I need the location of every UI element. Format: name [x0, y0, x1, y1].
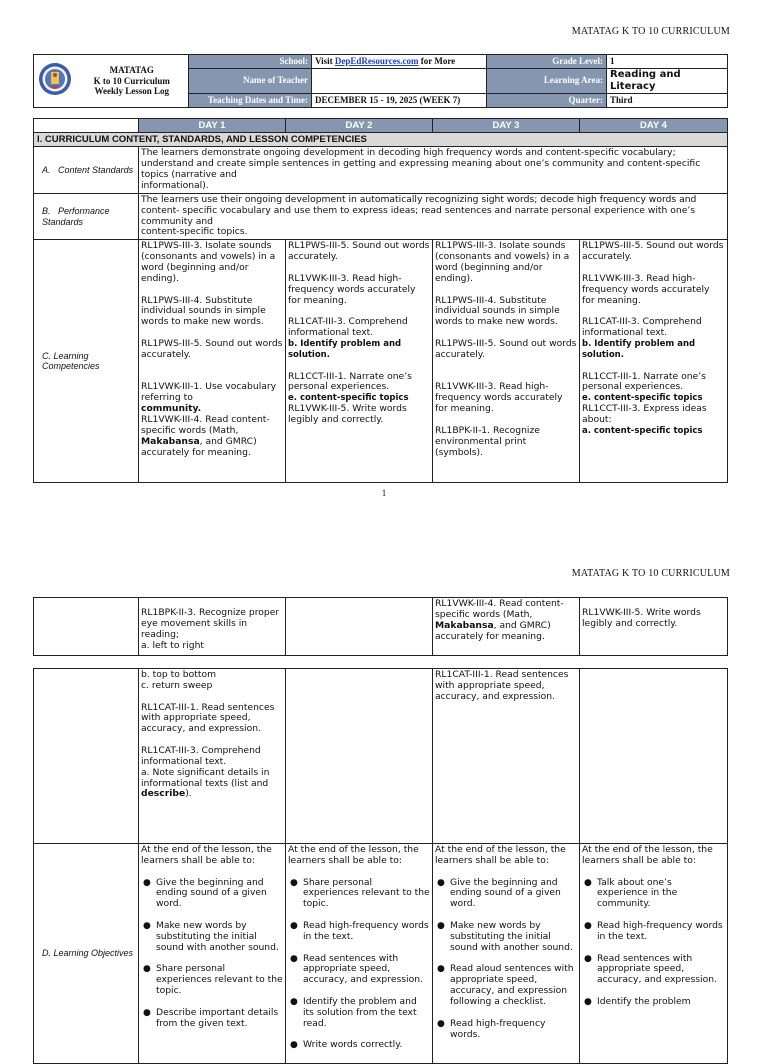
school-prefix: Visit: [315, 56, 335, 67]
page2-block1-day3: [433, 598, 580, 656]
competencies-day3: RL1PWS-III-3. Isolate sounds (consonants and vowels) in a word (beginning and/or ending). RL1PWS-III-4. Substitute individual sounds in simple words to make new words. RL1PWS-III-5. Sound out words accurately. RL1VWK-III-3. Read high-frequency words accurately for meaning. RL1BPK-II-1. Recognize environmental print (symbols).: [433, 240, 580, 483]
page2-block2-day4: [580, 669, 728, 844]
objective-item: ● Read high-frequency words.: [435, 1019, 577, 1041]
objective-item: ● Identify the problem and its solution from the text read.: [288, 997, 430, 1030]
page2-block2-day2: [286, 669, 433, 844]
running-head: MATATAG K TO 10 CURRICULUM: [571, 26, 730, 37]
objective-item: ● Identify the problem: [582, 997, 725, 1008]
dates-value: DECEMBER 15 - 19, 2025 (WEEK 7): [312, 93, 487, 107]
school-value: [312, 55, 487, 69]
objectives-day4: [580, 844, 728, 1064]
area-label: Learning Area:: [487, 69, 607, 94]
competencies-day1-part-b: RL1VWK-III-4. Read content- specific words (Math,: [141, 414, 270, 436]
objectives-intro: At the end of the lesson, the learners shall be able to:: [435, 844, 566, 866]
competencies-day4-part-a: RL1PWS-III-5. Sound out words accurately. RL1VWK-III-3. Read high-frequency words accurately for meaning. RL1CAT-III-3. Comprehend informational text.: [582, 240, 724, 339]
objective-item: ● Talk about one’s experience in the community.: [582, 878, 725, 911]
teacher-label: Name of Teacher: [189, 69, 312, 94]
day2-header: DAY 2: [286, 119, 433, 133]
competencies-day1-bold2: Makabansa: [141, 435, 200, 447]
title-line-1: MATATAG: [109, 65, 154, 76]
grade-value: 1: [607, 55, 728, 69]
competencies-day2-bold: b. Identify problem and solution.: [288, 339, 402, 360]
competencies-day2-part-c: RL1VWK-III-5. Write words legibly and correctly.: [288, 403, 407, 426]
quarter-value: Third: [607, 93, 728, 107]
day3-header: DAY 3: [433, 119, 580, 133]
depedresources-link[interactable]: DepEdResources.com: [334, 56, 419, 67]
objectives-label: [34, 844, 139, 1064]
objectives-letter: D.: [42, 948, 51, 959]
page2-block2-day1-part-b: ).: [185, 788, 192, 800]
objective-item: ● Make new words by substituting the initial sound with another sound.: [435, 921, 577, 954]
objective-item: ● Read aloud sentences with appropriate speed, accuracy, and expression following a checklist.: [435, 964, 577, 1007]
competencies-label-text: Learning Competencies: [42, 350, 100, 372]
page-number: 1: [381, 488, 387, 498]
competencies-day4-bold3: a. content-specific topics: [582, 425, 703, 436]
objective-item: ● Share personal experiences relevant to the topic.: [141, 964, 283, 997]
objectives-intro: At the end of the lesson, the learners shall be able to:: [288, 844, 419, 866]
lesson-table-page2-block2: [33, 668, 728, 1064]
page2-block2-day1-bold: describe: [141, 788, 186, 800]
performance-standards-text: The learners use their ongoing development in automatically recognizing sight words; decode high frequency words and content- specific vocabulary and use them to express ideas; read sentences and narrate personal experience with one’s community and content-specific topics.: [139, 193, 728, 239]
deped-seal: [34, 55, 76, 108]
competencies-day1-part-a: RL1PWS-III-3. Isolate sounds (consonants and vowels) in a word (beginning and/or ending). RL1PWS-III-4. Substitute individual sounds in simple words to make new words. RL1PWS-III-5. Sound out words accurately. RL1VWK-III-1. Use vocabulary referring to: [141, 240, 283, 404]
page2-block2-label: [34, 669, 139, 844]
objectives-day3: [433, 844, 580, 1064]
objective-item: ● Read sentences with appropriate speed, accuracy, and expression.: [288, 954, 430, 987]
competencies-day4-bold: b. Identify problem and solution.: [582, 339, 696, 360]
objective-item: ● Describe important details from the given text.: [141, 1008, 283, 1030]
page2-block1-day3-part-a: RL1VWK-III-4. Read content- specific words (Math,: [435, 598, 564, 620]
performance-standards-label: [34, 193, 139, 239]
competencies-day2-part-b: RL1CCT-III-1. Narrate one’s personal experiences.: [288, 370, 412, 393]
content-standards-letter: A.: [42, 164, 51, 175]
objectives-day2: [286, 844, 433, 1064]
page2-block1-day3-bold: Makabansa: [435, 619, 494, 631]
content-standards-label-text: Content Standards: [58, 164, 134, 175]
objectives-day3-list: [435, 867, 577, 1052]
objectives-label-text: Learning Objectives: [53, 948, 134, 959]
competencies-day1-bold: community.: [141, 403, 202, 415]
school-label: School:: [189, 55, 312, 69]
school-suffix: for More: [418, 56, 456, 67]
objective-item: ● Make new words by substituting the initial sound with another sound.: [141, 921, 283, 954]
page2-block1-label: [34, 598, 139, 656]
performance-standards-letter: B.: [42, 205, 51, 216]
objective-item: ● Read high-frequency words in the text.: [582, 921, 725, 943]
objective-item: ● Give the beginning and ending sound of a given word.: [141, 878, 283, 911]
objectives-intro: At the end of the lesson, the learners shall be able to:: [141, 844, 272, 866]
content-standards-text: The learners demonstrate ongoing development in decoding high frequency words and content-specific vocabulary; understand and create simple sentences in getting and expressing meaning about one’s community and content-specific topics (narrative and informational).: [139, 147, 728, 193]
title-line-2: K to 10 Curriculum: [93, 75, 170, 86]
deped-seal-icon: [38, 62, 72, 96]
day4-header: DAY 4: [580, 119, 728, 133]
competencies-day2-part-a: RL1PWS-III-5. Sound out words accurately. RL1VWK-III-3. Read high-frequency words accurately for meaning. RL1CAT-III-3. Comprehend informational text.: [288, 240, 430, 339]
competencies-day2: [286, 240, 433, 483]
section-curriculum-content: I. CURRICULUM CONTENT, STANDARDS, AND LESSON COMPETENCIES: [34, 133, 728, 147]
page2-block2-day1: [139, 669, 286, 844]
objectives-day4-list: [582, 867, 725, 1019]
objectives-intro: At the end of the lesson, the learners shall be able to:: [582, 844, 713, 866]
objective-item: ● Read high-frequency words in the text.: [288, 921, 430, 943]
page2-block1-day2: [286, 598, 433, 656]
competencies-day4: [580, 240, 728, 483]
teacher-value: [312, 69, 487, 94]
competencies-day1: [139, 240, 286, 483]
competencies-label: [34, 240, 139, 483]
corner-cell: [34, 119, 139, 133]
competencies-day4-part-c: RL1CCT-III-3. Express ideas about:: [582, 403, 707, 426]
lesson-log-title: [76, 55, 189, 108]
page2-block2-day1-part-a: b. top to bottom c. return sweep RL1CAT-III-1. Read sentences with appropriate speed, accuracy, and expression. RL1CAT-III-3. Comprehend informational text. a. Note significant details in informational texts (list and: [141, 669, 275, 789]
title-line-3: Weekly Lesson Log: [94, 85, 169, 96]
page2-block1-day4: RL1VWK-III-5. Write words legibly and correctly.: [580, 598, 728, 656]
competencies-day4-part-b: RL1CCT-III-1. Narrate one’s personal experiences.: [582, 370, 706, 393]
quarter-label: Quarter:: [487, 93, 607, 107]
competencies-day4-bold2: e. content-specific topics: [582, 393, 703, 404]
area-value: Reading and Literacy: [607, 69, 728, 94]
objective-item: ● Read sentences with appropriate speed, accuracy, and expression.: [582, 954, 725, 987]
content-standards-label: [34, 147, 139, 193]
lesson-table-page1: [33, 118, 728, 483]
objectives-day1-list: [141, 867, 283, 1041]
dates-label: Teaching Dates and Time:: [189, 93, 312, 107]
objective-item: ● Share personal experiences relevant to the topic.: [288, 878, 430, 911]
running-head-page2: MATATAG K TO 10 CURRICULUM: [571, 568, 730, 579]
objectives-day1: [139, 844, 286, 1064]
competencies-day1-part-c: , and GMRC) accurately for meaning.: [141, 435, 257, 458]
day1-header: DAY 1: [139, 119, 286, 133]
page2-block1-day3-part-b: , and GMRC) accurately for meaning.: [435, 619, 551, 642]
objective-item: ● Write words correctly.: [288, 1040, 430, 1051]
page2-block1-day1: RL1BPK-II-3. Recognize proper eye movement skills in reading; a. left to right: [139, 598, 286, 656]
competencies-day2-bold2: e. content-specific topics: [288, 393, 409, 404]
grade-label: Grade Level:: [487, 55, 607, 69]
lesson-table-page2-block1: [33, 597, 728, 656]
performance-standards-label-text: Performance Standards: [42, 205, 110, 227]
page2-block2-day3: RL1CAT-III-1. Read sentences with appropriate speed, accuracy, and expression.: [433, 669, 580, 844]
header-table: [33, 54, 728, 108]
objectives-day2-list: [288, 867, 430, 1062]
objective-item: ● Give the beginning and ending sound of a given word.: [435, 878, 577, 911]
competencies-letter: C.: [42, 350, 51, 361]
